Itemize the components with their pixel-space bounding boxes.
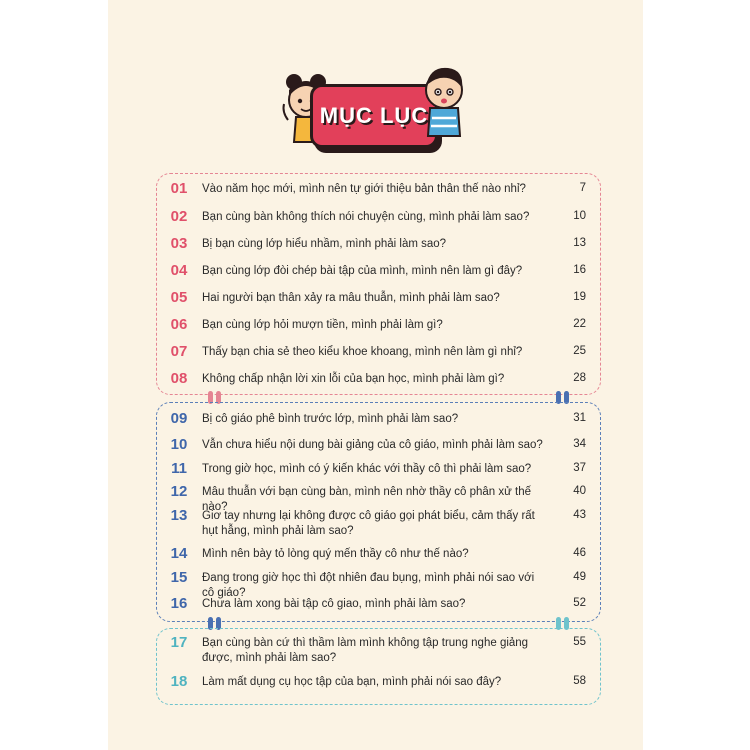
- entry-page: 55: [573, 636, 586, 648]
- entry-title: Bạn cùng lớp đòi chép bài tập của mình, mình nên làm gì đây?: [202, 265, 523, 277]
- entry-page: 10: [573, 210, 586, 222]
- entry-page: 43: [573, 509, 586, 521]
- entry-number: 13: [170, 507, 188, 524]
- entry-title: Trong giờ học, mình có ý kiến khác với thầy cô thì phải làm sao?: [202, 463, 532, 475]
- toc-group-friends: [156, 173, 601, 395]
- entry-number: 01: [170, 180, 188, 197]
- entry-page: 37: [573, 462, 586, 474]
- entry-page: 22: [573, 318, 586, 330]
- entry-title: Đang trong giờ học thì đột nhiên đau bụng, mình phải nói sao với cô giáo?: [202, 572, 535, 599]
- entry-title: Bạn cùng bàn cứ thì thầm làm mình không tập trung nghe giảng được, mình phải làm sao?: [202, 637, 529, 664]
- entry-number: 17: [170, 634, 188, 651]
- entry-page: 31: [573, 412, 586, 424]
- entry-page: 16: [573, 264, 586, 276]
- entry-number: 18: [170, 673, 188, 690]
- toc-header: [280, 62, 470, 152]
- entry-page: 19: [573, 291, 586, 303]
- entry-title: Mâu thuẫn với bạn cùng bàn, mình nên nhờ thầy cô phân xử thế nào?: [202, 486, 532, 513]
- entry-title: Bị cô giáo phê bình trước lớp, mình phải làm sao?: [202, 413, 459, 425]
- entry-page: 13: [573, 237, 586, 249]
- entry-title: Vào năm học mới, mình nên tự giới thiệu bản thân thế nào nhỉ?: [202, 183, 526, 195]
- entry-title: Bạn cùng lớp hỏi mượn tiền, mình phải làm gì?: [202, 319, 443, 331]
- entry-number: 11: [171, 460, 187, 477]
- entry-page: 46: [573, 547, 586, 559]
- entry-title: Không chấp nhận lời xin lỗi của bạn học, mình phải làm gì?: [202, 373, 505, 385]
- entry-page: 34: [573, 438, 586, 450]
- entry-title: Mình nên bày tỏ lòng quý mến thầy cô như thế nào?: [202, 548, 469, 560]
- entry-title: Chưa làm xong bài tập cô giao, mình phải làm sao?: [202, 598, 466, 610]
- entry-number: 03: [170, 235, 188, 252]
- entry-number: 05: [170, 289, 188, 306]
- entry-title: Hai người bạn thân xảy ra mâu thuẫn, mình phải làm sao?: [202, 292, 500, 304]
- entry-number: 06: [170, 316, 188, 333]
- entry-number: 12: [170, 483, 188, 500]
- entry-title: Thấy bạn chia sẻ theo kiểu khoe khoang, mình nên làm gì nhỉ?: [202, 346, 523, 358]
- entry-number: 07: [170, 343, 188, 360]
- entry-title: Làm mất dụng cụ học tập của bạn, mình phải nói sao đây?: [202, 676, 502, 688]
- entry-title: Giơ tay nhưng lại không được cô giáo gọi phát biểu, cảm thấy rất hụt hẫng, mình phải làm sao?: [202, 510, 535, 537]
- entry-number: 09: [170, 410, 188, 427]
- toc-group-belongings: [156, 628, 601, 705]
- entry-title: Vẫn chưa hiểu nội dung bài giảng của cô giáo, mình phải làm sao?: [202, 439, 543, 451]
- entry-page: 25: [573, 345, 586, 357]
- entry-page: 28: [573, 372, 586, 384]
- entry-title: Bạn cùng bàn không thích nói chuyện cùng, mình phải làm sao?: [202, 211, 530, 223]
- boy-illustration: [418, 62, 470, 137]
- entry-number: 10: [170, 436, 188, 453]
- entry-number: 08: [170, 370, 188, 387]
- entry-page: 40: [573, 485, 586, 497]
- page-title: MỤC LỤC: [319, 103, 429, 128]
- entry-number: 15: [170, 569, 188, 586]
- entry-number: 04: [170, 262, 188, 279]
- entry-page: 52: [573, 597, 586, 609]
- toc-group-teachers: [156, 402, 601, 622]
- entry-title: Bị bạn cùng lớp hiểu nhầm, mình phải làm sao?: [202, 238, 447, 250]
- entry-page: 7: [579, 182, 586, 194]
- entry-number: 02: [170, 208, 188, 225]
- entry-number: 14: [170, 545, 188, 562]
- entry-page: 58: [573, 675, 586, 687]
- entry-number: 16: [170, 595, 188, 612]
- entry-page: 49: [573, 571, 586, 583]
